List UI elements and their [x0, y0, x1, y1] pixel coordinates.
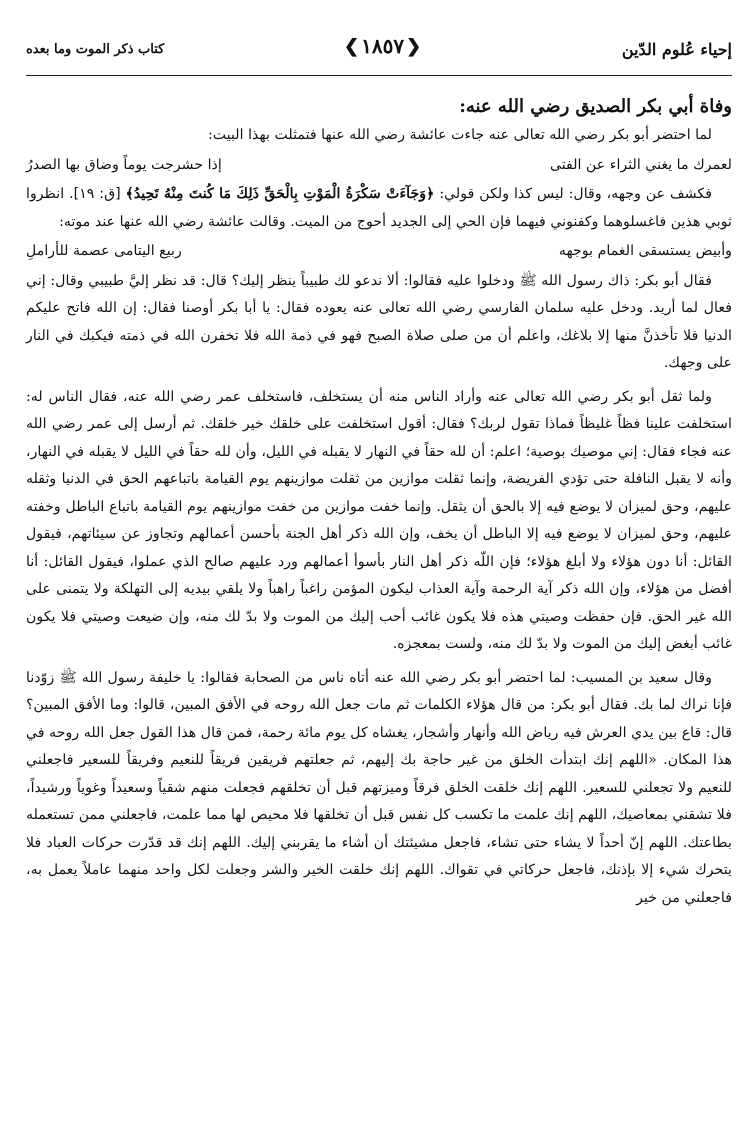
paragraph-2-rest: انظروا ثوبي هذين فاغسلوهما وكفنوني فيهما فإن الحي إلى الجديد أحوج من الميت. وقالت عائشة رضي الله عنها عند موته: — [26, 186, 732, 230]
page-header — [26, 34, 732, 74]
quran-reference: [ق: ١٩]. — [69, 186, 121, 202]
section-title: وفاة أبي بكر الصديق رضي الله عنه: — [459, 96, 732, 117]
chapter-title: كتاب ذكر الموت وما بعده — [26, 42, 165, 57]
quran-verse: ﴿وَجَآءَتْ سَكْرَةُ الْمَوْتِ بِالْحَقِّ ذَلِكَ مَا كُنتَ مِنْهُ تَحِيدُ﴾ — [125, 186, 435, 202]
page-number: ١٨٥٧ — [361, 34, 405, 58]
verse-2-first-hemistich: وأبيض يستسقى الغمام بوجهه — [558, 243, 732, 259]
page-body — [26, 92, 732, 912]
verse-1-first-hemistich: لعمرك ما يغني الثراء عن الفتى — [549, 156, 732, 173]
header-divider — [26, 75, 732, 76]
paragraph-2-intro: فكشف عن وجهه، وقال: ليس كذا ولكن قولي: — [439, 186, 712, 202]
verse-2 — [26, 238, 732, 266]
ornament-left-icon: ❮ — [344, 35, 360, 57]
verse-2-second-hemistich: ربيع اليتامى عصمة للأراملِ — [26, 243, 182, 259]
paragraph-4: ولما ثقل أبو بكر رضي الله تعالى عنه وأراد الناس منه أن يستخلف، فاستخلف عمر رضي الله عنه، فقال الناس له: استخلفت علينا فظاً غليظاً فماذا تقول لربك؟ فقال: أقول استخلفت على خلقك خير خلقك. ثم أرسل إلى عمر رضي الله عنه فجاء فقال: إني موصيك بوصية؛ اعلم: أن لله حقاً في النهار لا يقبله في الليل، وأن لله حقاً في الليل لا يقبله في النهار، وأنه لا يقبل النافلة حتى تؤدي الفريضة، وإنما ثقلت موازين من ثقلت موازينهم يوم القيامة باتباعهم الحق في الدنيا وثقله عليهم، وحق لميزان لا يوضع فيه إلا بالحق أن يثقل. وإنما خفت موازين من خفت موازينهم يوم القيامة باتباع الباطل وخفته عليهم، وحق لميزان لا يوضع فيه إلا الباطل أن يخف، وإن الله ذكر أهل الجنة بأحسن أعمالهم وتجاوز عن سيئاتهم، فيقول القائل: أنا دون هؤلاء ولا أبلغ هؤلاء؛ فإن اللّه ذكر أهل النار بأسوأ أعمالهم ورد عليهم صالح الذي عملوا، فيقول القائل: أنا أفضل من هؤلاء، وإن الله ذكر آية الرحمة وآية العذاب ليكون المؤمن راغباً راهباً ولا يلقي بيديه إلى التهلكة ولا يتمنى على الله غير الحق. فإن حفظت وصيتي هذه فلا يكون غائب أحب إليك من الموت ولا بدّ لك منه، وإن ضيعت وصيتي فلا يكون غائب أبغض إليك من الموت ولا بدّ لك منه، ولست بمعجزه. — [26, 388, 732, 652]
paragraph-1: لما احتضر أبو بكر رضي الله تعالى عنه جاءت عائشة رضي الله عنها فتمثلت بهذا البيت: — [208, 127, 712, 143]
verse-1-second-hemistich: إذا حشرجت يوماً وضاق بها الصدرُ — [26, 156, 222, 173]
page-number-block — [344, 34, 421, 58]
ornament-right-icon: ❯ — [406, 35, 422, 57]
verse-1 — [26, 152, 732, 180]
paragraph-5: وقال سعيد بن المسيب: لما احتضر أبو بكر رضي الله عنه أتاه ناس من الصحابة فقالوا: يا خليفة رسول الله ﷺ زوّدنا فإنا نراك لما بك. فقال أبو بكر: من قال هؤلاء الكلمات ثم مات جعل الله روحه في الأفق المبين، قالوا: وما الأفق المبين؟ قال: قاع بين يدي العرش فيه رياض الله وأنهار وأشجار، يغشاه كل يوم مائة رحمة، فمن قال هذا القول جعل الله روحه في هذا المكان. «اللهم إنك ابتدأت الخلق من غير حاجة بك إليهم، ثم جعلتهم فريقين فريقاً للنعيم وفريقاً للسعير فاجعلني للنعيم ولا تجعلني للسعير. اللهم إنك خلقت الخلق فرقاً وميزتهم قبل أن تخلقهم فجعلت منهم شقياً وسعيداً وغوياً ورشيداً، فلا تشقني بمعاصيك، اللهم إنك علمت ما تكسب كل نفس قبل أن تخلقها فلا محيص لها مما علمت، فاجعلني ممن تستعمله بطاعتك. اللهم إنّ أحداً لا يشاء حتى تشاء، فاجعل مشيئتك أن أشاء ما يقربني إليك. اللهم إنك قد قدّرت حركات العباد فلا يتحرك شيء إلا بإذنك، فاجعل حركاتي في تقواك. اللهم إنك خلقت الخير والشر وجعلت لكل واحد منهما عاملاً يعمل به، فاجعلني من خير — [26, 669, 732, 906]
book-title: إحياء عُلوم الدّين — [621, 40, 732, 59]
paragraph-2 — [26, 181, 732, 236]
paragraph-3: فقال أبو بكر: ذاك رسول الله ﷺ ودخلوا عليه فقالوا: ألا ندعو لك طبيباً ينظر إليك؟ قال: قد نظر إليَّ طبيبي وقال: إني فعال لما أريد. ودخل عليه سلمان الفارسي رضي الله تعالى عنه يعوده فقال: يا أبا بكر أوصنا فقال: إن الله فاتح عليكم الدنيا فلا تأخذنَّ منها إلا بلاغك، واعلم أن من صلى صلاة الصبح فهو في ذمة الله فلا تخفرن الله في ذمته فيكبك في النار على وجهك. — [26, 272, 732, 371]
